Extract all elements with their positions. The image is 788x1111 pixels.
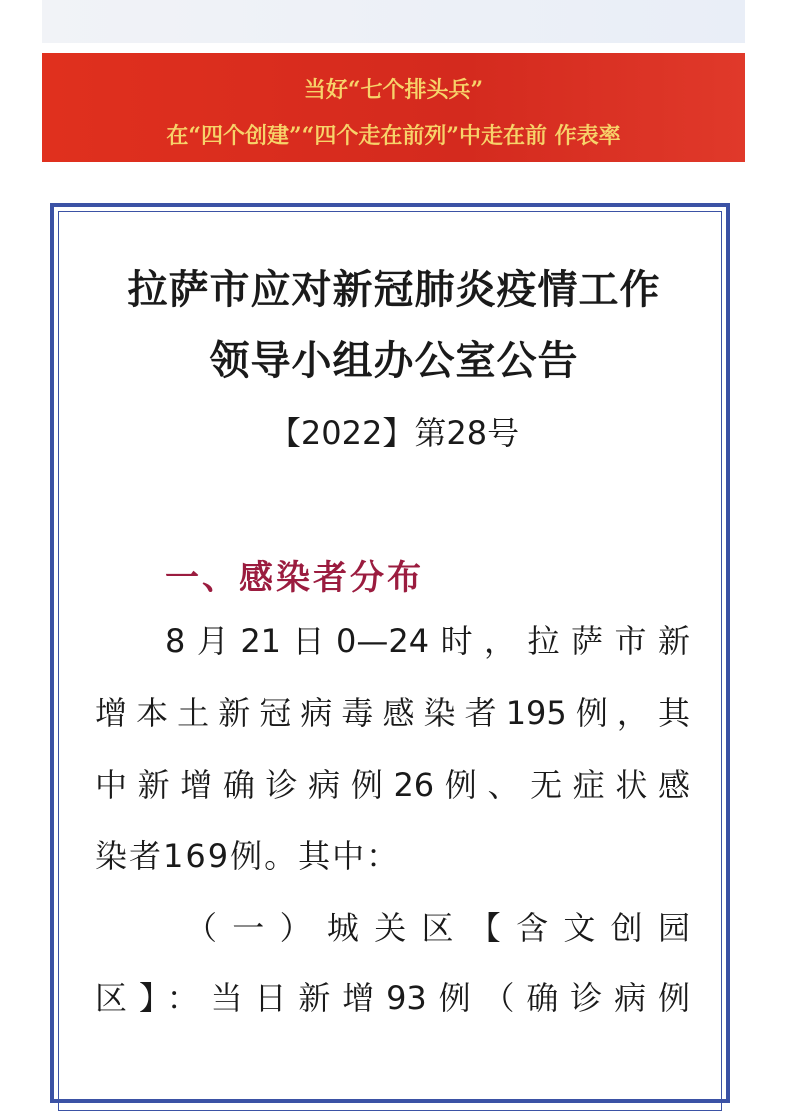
slogan-banner bbox=[42, 53, 745, 162]
body-line: （一）城关区【含文创园 bbox=[185, 909, 690, 947]
document-title-line-1: 拉萨市应对新冠肺炎疫情工作 bbox=[127, 267, 661, 313]
top-image-strip bbox=[42, 0, 745, 43]
section-heading: 一、感染者分布 bbox=[165, 558, 424, 598]
body-line: 染者169例。其中： bbox=[95, 837, 401, 875]
body-line: 区】：当日新增93例（确诊病例 bbox=[95, 979, 690, 1017]
body-line: 中新增确诊病例26例、无症状感 bbox=[95, 766, 690, 804]
banner-line-2: 在“四个创建”“四个走在前列”中走在前 作表率 bbox=[166, 123, 621, 149]
body-line: 增本土新冠病毒感染者195例，其 bbox=[95, 694, 690, 732]
document-number: 【2022】第28号 bbox=[268, 414, 520, 452]
body-line: 8月21日0—24时，拉萨市新 bbox=[165, 622, 690, 660]
banner-line-1: 当好“七个排头兵” bbox=[303, 77, 484, 103]
document-title-line-2: 领导小组办公室公告 bbox=[209, 338, 579, 384]
